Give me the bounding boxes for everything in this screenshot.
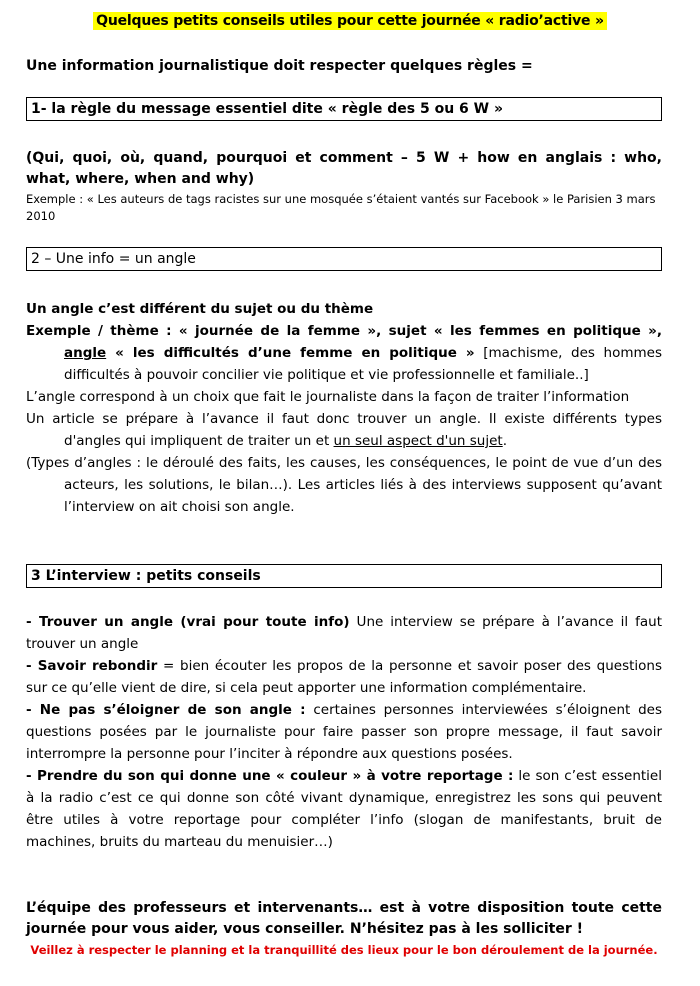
section3-list [26, 611, 662, 853]
section2-para2 [26, 408, 662, 452]
section2-example-bold: Exemple / thème : « journée de la femme », sujet « les femmes en politique », [26, 323, 662, 339]
section2-body [26, 298, 662, 518]
section1-5w-text: (Qui, quoi, où, quand, pourquoi et comment – 5 W + how en anglais : who, what, where, when and why) [26, 150, 662, 187]
section1-heading: 1- la règle du message essentiel dite « règle des 5 ou 6 W » [26, 97, 662, 121]
section2-para3: (Types d’angles : le déroulé des faits, les causes, les conséquences, le point de vue d’un des acteurs, les solutions, le bilan…). Les articles liés à des interviews supposent qu’avant l’interview on ait choisi son angle. [26, 455, 662, 515]
section2-para2-end: . [502, 433, 507, 449]
section2-para2-start: Un article se prépare à l’avance il faut donc trouver un angle. Il existe différents types d'angles qui impliquent de traiter un et [26, 411, 662, 449]
section3-item-angle [26, 611, 662, 655]
section2-para2-underline: un seul aspect d'un sujet [333, 433, 503, 449]
section2-angle-word: angle [64, 345, 107, 361]
section3-item-rebondir [26, 655, 662, 699]
section3-item-eloigner [26, 699, 662, 765]
section1-example: Exemple : « Les auteurs de tags racistes sur une mosquée s’étaient vantés sur Facebook » le Parisien 3 mars 2010 [26, 192, 656, 223]
section3-item-rebondir-text: = bien écouter les propos de la personne et savoir poser des questions sur ce qu’elle vient de dire, si cela peut apporter une information complémentaire. [26, 658, 662, 696]
closing-text: L’équipe des professeurs et intervenants… est à votre disposition toute cette journée pour vous aider, vous conseiller. N’hésitez pas à les solliciter ! [26, 900, 662, 937]
section3-item-angle-bold: - Trouver un angle (vrai pour toute info) [26, 614, 350, 630]
section3-item-son [26, 765, 662, 853]
section3-item-angle-text: Une interview se prépare à l’avance il faut trouver un angle [26, 614, 662, 652]
section3-item-rebondir-bold: - Savoir rebondir [26, 658, 158, 674]
section3-item-son-text: le son c’est essentiel à la radio c’est ce qui donne son côté vivant dynamique, enregistrez les sons qui peuvent être utiles à votre reportage pour compléter l’info (slogan de manifestants, bruit de machines, bruits du marteau du menuisier…) [26, 768, 662, 850]
section3-item-eloigner-text: certaines personnes interviewées s’éloignent des questions posées par le journaliste pour faire passer son propre message, il faut savoir interrompre la personne pour l’inciter à répondre aux questions posées. [26, 702, 663, 762]
title-wrapper [0, 10, 700, 30]
section3-item-eloigner-bold: - Ne pas s’éloigner de son angle : [26, 702, 306, 718]
intro-text: Une information journalistique doit respecter quelques règles = [26, 58, 533, 74]
warning-text: Veillez à respecter le planning et la tranquillité des lieux pour le bon déroulement de la journée. [30, 943, 658, 957]
section2-subheading: Un angle c’est différent du sujet ou du thème [26, 301, 374, 317]
document-title: Quelques petits conseils utiles pour cette journée « radio’active » [93, 12, 607, 30]
section3-item-son-bold: - Prendre du son qui donne une « couleur » à votre reportage : [26, 768, 514, 784]
section2-para1: L’angle correspond à un choix que fait le journaliste dans la façon de traiter l’information [26, 389, 630, 405]
section2-angle-rest: [machisme, des hommes difficultés à pouvoir concilier vie politique et vie professionnelle et familiale..] [64, 345, 662, 383]
section2-angle-bold: « les difficultés d’une femme en politique » [106, 345, 475, 361]
section2-heading: 2 – Une info = un angle [26, 247, 662, 271]
section3-heading: 3 L’interview : petits conseils [26, 564, 662, 588]
section2-example [26, 320, 662, 386]
